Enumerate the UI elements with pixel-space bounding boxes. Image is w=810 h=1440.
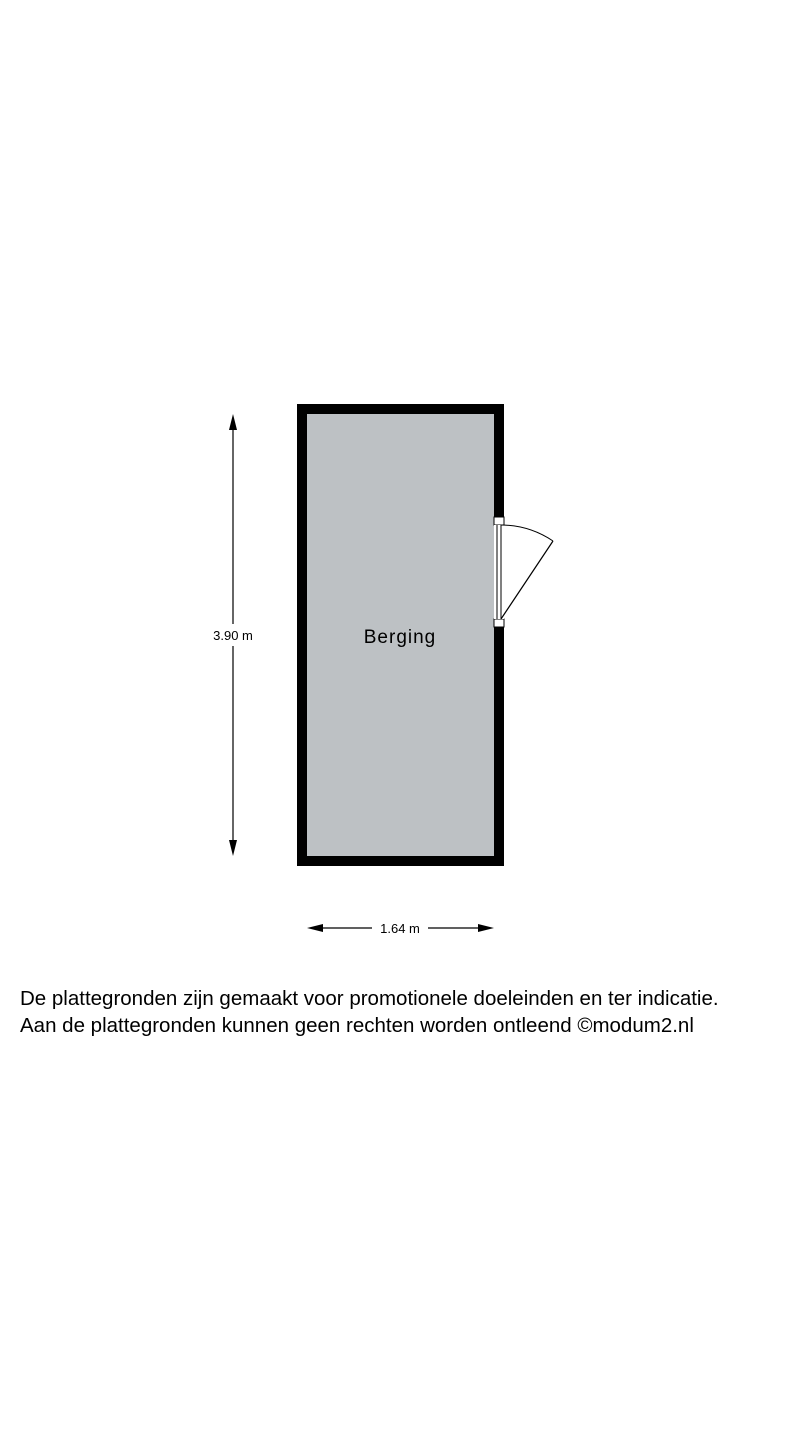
- arrow-right-icon: [478, 924, 494, 932]
- door-jamb-bottom: [494, 619, 504, 627]
- arrow-down-icon: [229, 840, 237, 856]
- disclaimer-line-1: De plattegronden zijn gemaakt voor promotionele doeleinden en ter indicatie.: [20, 987, 719, 1010]
- width-dimension-label: 1.64 m: [380, 921, 420, 936]
- height-dimension-label: 3.90 m: [213, 628, 253, 643]
- disclaimer: [20, 985, 800, 1039]
- arrow-left-icon: [307, 924, 323, 932]
- wall-right-upper: [494, 404, 504, 517]
- width-dimension: [307, 921, 494, 936]
- disclaimer-line-2: Aan de plattegronden kunnen geen rechten worden ontleend ©modum2.nl: [20, 1014, 694, 1037]
- room-label: Berging: [363, 627, 437, 648]
- door: [494, 517, 553, 627]
- wall-right-lower: [494, 627, 504, 866]
- height-dimension: [213, 414, 253, 856]
- wall-bottom: [297, 856, 504, 866]
- door-swing-arc: [501, 525, 553, 541]
- arrow-up-icon: [229, 414, 237, 430]
- door-leaf: [501, 541, 553, 619]
- door-jamb-top: [494, 517, 504, 525]
- wall-top: [297, 404, 504, 414]
- wall-left: [297, 404, 307, 866]
- door-opening: [494, 525, 504, 619]
